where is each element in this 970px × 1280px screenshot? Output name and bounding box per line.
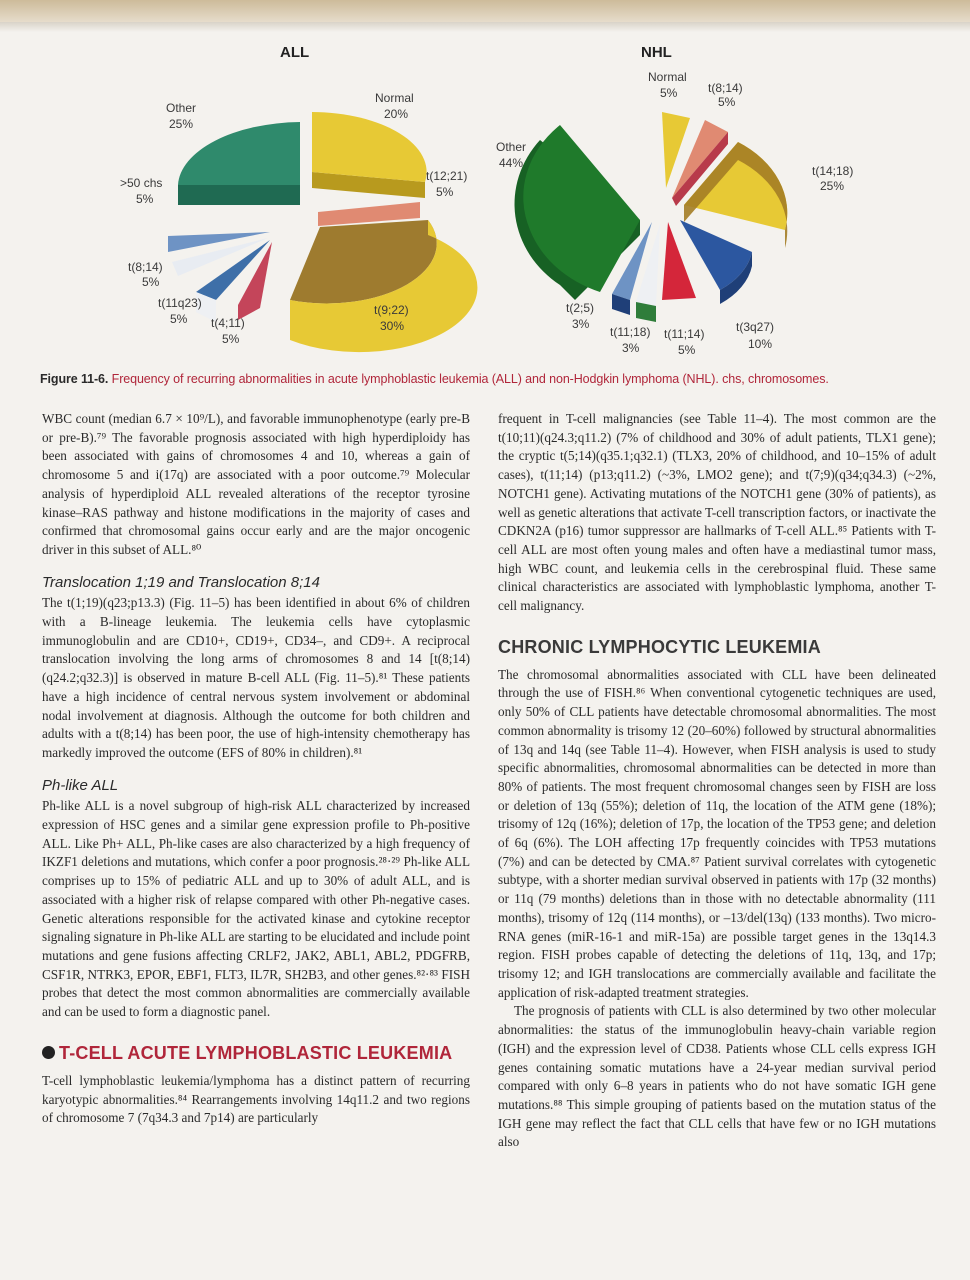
all-value-t4-11: 5% [222, 332, 240, 346]
figure-caption-label: Figure 11-6. [40, 372, 109, 386]
all-slice-normal [312, 112, 427, 198]
nhl-slice-t11-18 [636, 224, 660, 322]
nhl-value-normal: 5% [660, 86, 678, 100]
section-heading-cll: CHRONIC LYMPHOCYTIC LEUKEMIA [498, 636, 821, 657]
all-label-t8-14: t(8;14) [128, 260, 163, 274]
right-paragraph-1: frequent in T-cell malignancies (see Table 11–4). The most common are the t(10;11)(q24.3;q11.2) (7% of childhood and 30% of adult patients, TLX1 gene); the cryptic t(5;14)(q35.1;q32.1) (TLX3, 20% of childhood, and 10–15% of adult cases), t(11;14) (p13;q11.2) (~3%, LMO2 gene); and t(7;9)(q34;q34.3) (~2%, NOTCH1 gene). Activating mutations of the NOTCH1 gene (30% of patients), as well as genetic alterations that activate T-cell transcription factors, or inactivate the CDKN2A (p16) tumor suppressor are hallmarks of T-cell ALL.⁸⁵ Patients with T-cell ALL are most often young males and often have a mediastinal tumor mass, high WBC count, and leukemia cells in the cerebrospinal fluid. These same clinical characteristics are associated with lymphoblastic lymphoma, another T-cell malignancy. [498, 411, 936, 614]
nhl-label-t11-18: t(11;18) [610, 325, 651, 339]
all-label-50chs: >50 chs [120, 176, 163, 190]
all-value-normal: 20% [384, 107, 409, 121]
nhl-value-t11-18: 3% [622, 341, 640, 355]
left-paragraph-2: The t(1;19)(q23;p13.3) (Fig. 11–5) has been identified in about 6% of children with a B-lineage leukemia. The leukemia cells have cytoplasmic immunoglobulin and are CD10+, CD19+, CD34–, and CD9+. A reciprocal translocation involving the long arms of chromosomes 8 and 14 [t(8;14)(q24.2;q32.3)] is observed in mature B-cell ALL (Fig. 11–5).⁸¹ These patients have a high incidence of central nervous system involvement or abdominal nodal involvement at diagnosis. Although the outcome for both children and adults with a t(8;14) has been poor, the use of high-intensity chemotherapy has markedly improved the outcome (EFS of 80% in children).⁸¹ [42, 595, 470, 760]
right-paragraph-2: The chromosomal abnormalities associated with CLL have been delineated through the use of FISH.⁸⁶ When conventional cytogenetic techniques are used, only 50% of CLL patients have detectable chromosomal abnormalities. The most common abnormality is trisomy 12 (20–60%) followed by structural abnormalities of 13q and 14q (see Table 11–4). However, when FISH analysis is used to study specific abnormalities, chromosomal abnormalities can be detected in more than 80% of patients. The most frequent chromosomal changes seen by FISH are loss or deletion of 13q (55%); deletion of 11q, the location of the ATM gene (18%); trisomy of 12q (16%); deletion of 17p, the location of the TP53 gene; and deletion of 6q (6%). The LOH affecting 17p frequently coincides with TP53 mutations (7%) and can be detected by CMA.⁸⁷ Patient survival correlates with cytogenetic subtype, with a shorter median survival observed in patients with 17p (32 months) or 11q (79 months) deletions than in those with no detectable abnormality (111 months), trisomy of 12q (114 months), or –13/del(13q) (133 months). Two micro-RNA genes (miR-16-1 and miR-15a) are possible target genes in the 13q14.3 region. FISH probes capable of detecting the deletions of 11q, 13q, and 17p; trisomy 12; and IGH translocations are commercially available and facilitate the application of risk-adapted treatment strategies. [498, 666, 936, 1000]
nhl-value-t11-14: 5% [678, 343, 696, 357]
nhl-label-t8-14: t(8;14) [708, 81, 743, 95]
nhl-label-t2-5: t(2;5) [566, 301, 595, 315]
all-label-t12-21: t(12;21) [426, 169, 468, 183]
left-column [42, 410, 470, 1128]
all-label-t11q23: t(11q23) [158, 296, 202, 310]
figure-pie-charts [0, 30, 970, 390]
nhl-value-other: 44% [499, 156, 524, 170]
right-paragraph-3: The prognosis of patients with CLL is also determined by two other molecular abnormalities: the status of the immunoglobulin heavy-chain variable region (IGH) and the expression level of CD38. Patients whose CLL cells express IGH genes containing somatic mutations have a 24-year median survival period compared with only 6–8 years in patients who do not have somatic IGH gene mutations.⁸⁸ This simple grouping of patients based on the mutation status of the IGH gene may reflect the fact that CLL cells that have few or no IGH mutations also [498, 1003, 936, 1150]
nhl-pie [515, 112, 788, 322]
nhl-chart-title: NHL [641, 44, 672, 61]
nhl-value-t3q27: 10% [748, 337, 773, 351]
left-paragraph-4: T-cell lymphoblastic leukemia/lymphoma has a distinct pattern of recurring karyotypic abnormalities.⁸⁴ Rearrangements involving 14q11.2 and two regions of chromosome 7 (7q34.3 and 7p14) are particularly [42, 1072, 470, 1126]
all-label-t9-22: t(9;22) [374, 303, 409, 317]
nhl-label-t3q27: t(3q27) [736, 320, 775, 334]
all-slice-other [178, 122, 300, 205]
section-heading-t-cell-all [42, 1040, 470, 1066]
nhl-label-other: Other [496, 140, 527, 154]
all-label-normal: Normal [375, 91, 414, 105]
all-chart-title: ALL [280, 44, 310, 61]
nhl-slice-other [515, 125, 640, 300]
section-bullet-icon [42, 1046, 55, 1059]
all-value-other: 25% [169, 117, 194, 131]
nhl-value-t14-18: 25% [820, 179, 845, 193]
nhl-label-t11-14: t(11;14) [664, 327, 705, 341]
all-value-t12-21: 5% [436, 185, 454, 199]
subheading-ph-like: Ph-like ALL [42, 776, 119, 794]
figure-caption-text: Frequency of recurring abnormalities in acute lymphoblastic leukemia (ALL) and non-Hodgkin lymphoma (NHL). chs, chromosomes. [111, 372, 829, 386]
right-column [498, 410, 936, 1152]
nhl-label-t14-18: t(14;18) [812, 164, 854, 178]
all-value-t8-14: 5% [142, 275, 160, 289]
all-value-t9-22: 30% [380, 319, 405, 333]
subheading-translocation: Translocation 1;19 and Translocation 8;14 [42, 573, 320, 591]
left-paragraph-1: WBC count (median 6.7 × 10⁹/L), and favorable immunophenotype (early pre-B or pre-B).⁷⁹ The favorable prognosis associated with high hyperdiploidy has been associated with gains of chromosomes 4 and 10, whereas a gain of chromosome 5 and i(17q) are associated with a poor outcome.⁷⁹ Molecular analysis of hyperdiploid ALL revealed alterations of the receptor tyrosine kinase–RAS pathway and histone modifications in the majority of cases and confirmed that chromosomal gains occur early and are the major oncogenic driver in this subset of ALL.⁸⁰ [42, 411, 470, 557]
left-paragraph-3: Ph-like ALL is a novel subgroup of high-risk ALL characterized by increased expression of HSC genes and a similar gene expression profile to Ph-positive ALL. Like Ph+ ALL, Ph-like cases are also characterized by a high frequency of IKZF1 deletions and mutations, which confer a poor prognosis.²⁸·²⁹ Ph-like ALL comprises up to 15% of pediatric ALL and up to 30% of adult ALL, and is associated with a higher risk of relapse compared with other Ph-negative cases. Genetic alterations responsible for the activated kinase and cytokine receptor signaling signature in Ph-like ALL are starting to be elucidated and include point mutations and gene fusions affecting CRLF2, JAK2, ABL1, ABL2, PDGFRB, CSF1R, NTRK3, EPOR, EBF1, FLT3, IL7R, SH2B3, and other genes.⁸²·⁸³ FISH probes that detect the most common abnormalities are commercially available and can be used to form a diagnostic panel. [42, 798, 470, 1020]
nhl-label-normal: Normal [648, 70, 687, 84]
all-label-other: Other [166, 101, 197, 115]
figure-caption [40, 372, 940, 386]
all-value-t11q23: 5% [170, 312, 188, 326]
nhl-value-t2-5: 3% [572, 317, 590, 331]
all-label-t4-11: t(4;11) [211, 316, 245, 330]
section-heading-t-cell-all-text: T-CELL ACUTE LYMPHOBLASTIC LEUKEMIA [59, 1042, 453, 1063]
all-value-50chs: 5% [136, 192, 154, 206]
nhl-value-t8-14: 5% [718, 95, 736, 109]
